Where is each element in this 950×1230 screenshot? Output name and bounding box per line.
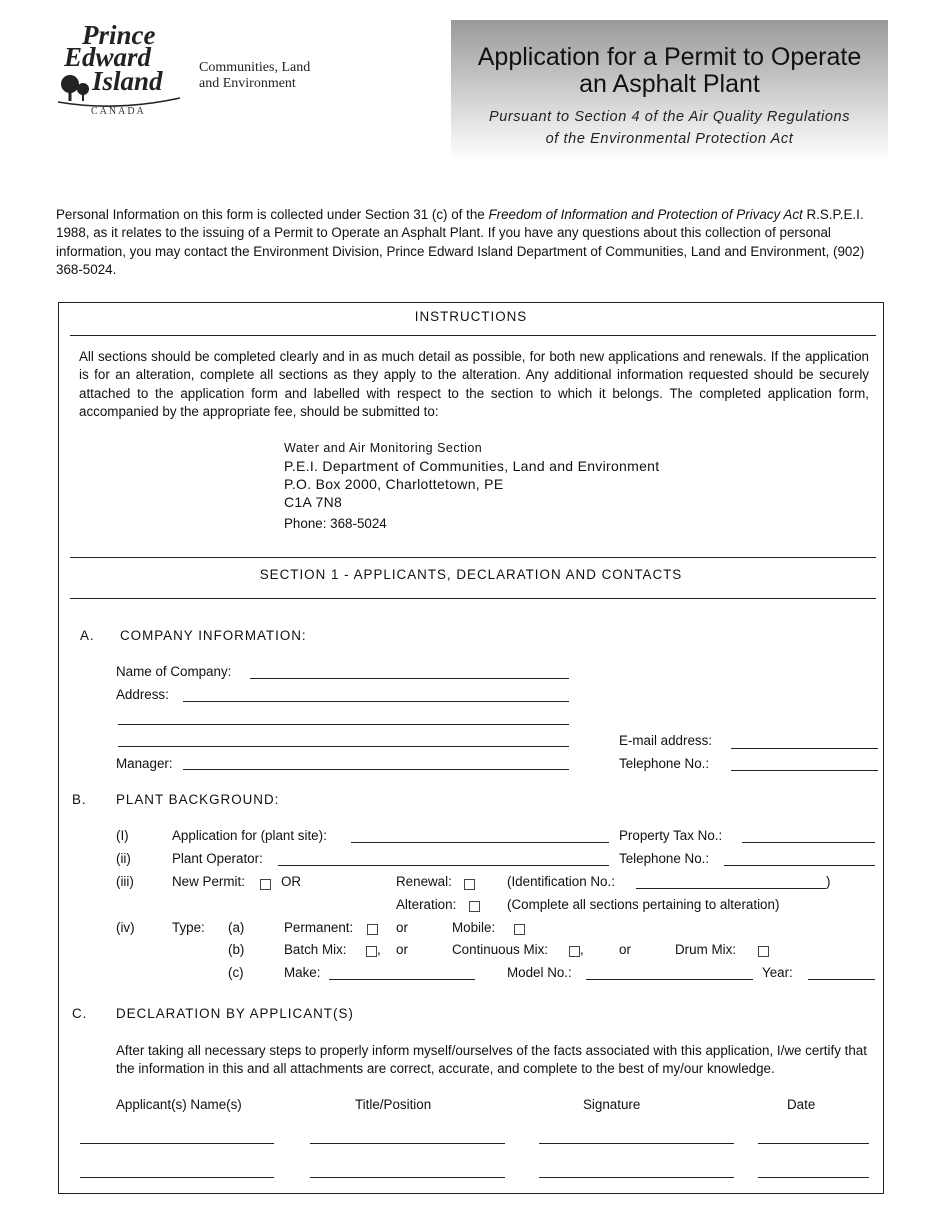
- department-line-1: Communities, Land: [199, 60, 311, 75]
- identification-close: ): [826, 874, 831, 889]
- logo-island: Island: [92, 66, 163, 96]
- divider: [70, 598, 876, 599]
- item-iv-label: (iv): [116, 920, 135, 935]
- model-label: Model No.:: [507, 965, 572, 980]
- column-title-position: Title/Position: [355, 1097, 432, 1112]
- instructions-heading: INSTRUCTIONS: [414, 309, 528, 324]
- batch-mix-comma: ,: [377, 942, 381, 957]
- title-line-2: an Asphalt Plant: [579, 70, 760, 98]
- page-title: [451, 44, 888, 98]
- column-applicant-name: Applicant(s) Name(s): [116, 1097, 242, 1112]
- identification-field[interactable]: [636, 888, 826, 889]
- divider: [70, 557, 876, 558]
- make-label: Make:: [284, 965, 321, 980]
- logo-edward: Edward: [64, 42, 152, 72]
- type-a-label: (a): [228, 920, 245, 935]
- date-field-2[interactable]: [758, 1177, 869, 1178]
- privacy-text-1: Personal Information on this form is collected under Section 31 (c) of the: [56, 207, 489, 222]
- company-telephone-field[interactable]: [731, 770, 878, 771]
- or-label: OR: [281, 874, 302, 889]
- section1-heading: SECTION 1 - APPLICANTS, DECLARATION AND CONTACTS: [259, 567, 683, 582]
- item-ii-label: (ii): [116, 851, 131, 866]
- section-b-title: PLANT BACKGROUND:: [116, 792, 280, 807]
- make-field[interactable]: [329, 979, 475, 980]
- manager-label: Manager:: [116, 756, 173, 771]
- model-field[interactable]: [586, 979, 753, 980]
- alteration-label: Alteration:: [396, 897, 457, 912]
- logo-canada: CANADA: [91, 106, 146, 117]
- property-tax-field[interactable]: [742, 842, 875, 843]
- renewal-label: Renewal:: [396, 874, 452, 889]
- title-line-1: Application for a Permit to Operate: [477, 43, 862, 71]
- title-banner: [451, 20, 888, 162]
- new-permit-checkbox[interactable]: [260, 879, 271, 890]
- title-position-field-1[interactable]: [310, 1143, 505, 1144]
- signature-field-1[interactable]: [539, 1143, 734, 1144]
- manager-field[interactable]: [183, 769, 569, 770]
- plant-site-field[interactable]: [351, 842, 609, 843]
- continuous-mix-checkbox[interactable]: [569, 946, 580, 957]
- type-b-label: (b): [228, 942, 245, 957]
- address-line: C1A 7N8: [284, 494, 343, 510]
- operator-telephone-label: Telephone No.:: [619, 851, 710, 866]
- company-name-label: Name of Company:: [116, 664, 232, 679]
- property-tax-label: Property Tax No.:: [619, 828, 723, 843]
- department-name: [199, 60, 310, 92]
- continuous-mix-label: Continuous Mix:: [452, 942, 549, 957]
- permanent-checkbox[interactable]: [367, 924, 378, 935]
- permanent-label: Permanent:: [284, 920, 354, 935]
- batch-mix-label: Batch Mix:: [284, 942, 347, 957]
- address-field-1[interactable]: [183, 701, 569, 702]
- new-permit-label: New Permit:: [172, 874, 245, 889]
- company-telephone-label: Telephone No.:: [619, 756, 710, 771]
- renewal-checkbox[interactable]: [464, 879, 475, 890]
- drum-mix-checkbox[interactable]: [758, 946, 769, 957]
- plant-operator-label: Plant Operator:: [172, 851, 263, 866]
- item-i-label: (I): [116, 828, 129, 843]
- batch-mix-checkbox[interactable]: [366, 946, 377, 957]
- address-line: P.E.I. Department of Communities, Land and Environment: [284, 458, 660, 474]
- section-a-letter: A.: [80, 628, 95, 643]
- column-signature: Signature: [583, 1097, 641, 1112]
- title-position-field-2[interactable]: [310, 1177, 505, 1178]
- continuous-mix-comma: ,: [580, 942, 584, 957]
- section-c-title: DECLARATION BY APPLICANT(S): [116, 1006, 354, 1021]
- privacy-notice: [56, 206, 891, 280]
- pei-logo: [56, 20, 186, 120]
- signature-field-2[interactable]: [539, 1177, 734, 1178]
- privacy-act-name: Freedom of Information and Protection of Privacy Act: [488, 207, 803, 222]
- type-label: Type:: [172, 920, 205, 935]
- operator-telephone-field[interactable]: [724, 865, 875, 866]
- address-phone: Phone: 368-5024: [284, 516, 387, 531]
- email-field[interactable]: [731, 748, 878, 749]
- type-c-label: (c): [228, 965, 244, 980]
- declaration-body: After taking all necessary steps to properly inform myself/ourselves of the facts associated with this application, I/we certify that the information in this and all attachments are correct, accurate, and complete to the best of my/our knowledge.: [116, 1043, 867, 1077]
- item-iii-label: (iii): [116, 874, 134, 889]
- address-line: Water and Air Monitoring Section: [284, 441, 483, 455]
- department-line-2: and Environment: [199, 76, 296, 91]
- subtitle-line-2: of the Environmental Protection Act: [545, 131, 794, 147]
- or-label: or: [619, 942, 631, 957]
- subtitle-line-1: Pursuant to Section 4 of the Air Quality Regulations: [488, 109, 851, 125]
- section-c-letter: C.: [72, 1006, 88, 1021]
- year-label: Year:: [762, 965, 793, 980]
- company-name-field[interactable]: [250, 678, 569, 679]
- drum-mix-label: Drum Mix:: [675, 942, 736, 957]
- email-label: E-mail address:: [619, 733, 713, 748]
- address-field-2[interactable]: [118, 724, 569, 725]
- applicant-name-field-1[interactable]: [80, 1143, 274, 1144]
- logo-prince: Prince: [82, 20, 156, 50]
- year-field[interactable]: [808, 979, 875, 980]
- identification-label: (Identification No.:: [507, 874, 615, 889]
- section-a-title: COMPANY INFORMATION:: [120, 628, 307, 643]
- date-field-1[interactable]: [758, 1143, 869, 1144]
- section-b-letter: B.: [72, 792, 87, 807]
- alteration-note: (Complete all sections pertaining to alteration): [507, 897, 780, 912]
- alteration-checkbox[interactable]: [469, 901, 480, 912]
- mobile-label: Mobile:: [452, 920, 496, 935]
- privacy-text-2: R.S.P.E.I. 1988, as it relates to the issuing of a Permit to Operate an Asphalt Plant. If you have any questions about this collection of personal information, you may contact the Environment Division, Prince Edward Island Department of Communities, Land and Environment, (902) 368-5024.: [56, 207, 865, 278]
- page-subtitle: [451, 106, 888, 150]
- applicant-name-field-2[interactable]: [80, 1177, 274, 1178]
- divider: [70, 335, 876, 336]
- application-for-label: Application for (plant site):: [172, 828, 327, 843]
- or-label: or: [396, 942, 408, 957]
- address-line: P.O. Box 2000, Charlottetown, PE: [284, 476, 504, 492]
- mobile-checkbox[interactable]: [514, 924, 525, 935]
- column-date: Date: [787, 1097, 816, 1112]
- plant-operator-field[interactable]: [278, 865, 609, 866]
- address-label: Address:: [116, 687, 169, 702]
- instructions-body: All sections should be completed clearly and in as much detail as possible, for both new applications and renewals. If the application is for an alteration, complete all sections as they apply to the alteration. Any additional information requested should be securely attached to the application form and labelled with respect to the section to which it belongs. The completed application form, accompanied by the appropriate fee, should be submitted to:: [79, 349, 869, 420]
- tree-logo-icon: [56, 72, 186, 108]
- address-field-3[interactable]: [118, 746, 569, 747]
- or-label: or: [396, 920, 408, 935]
